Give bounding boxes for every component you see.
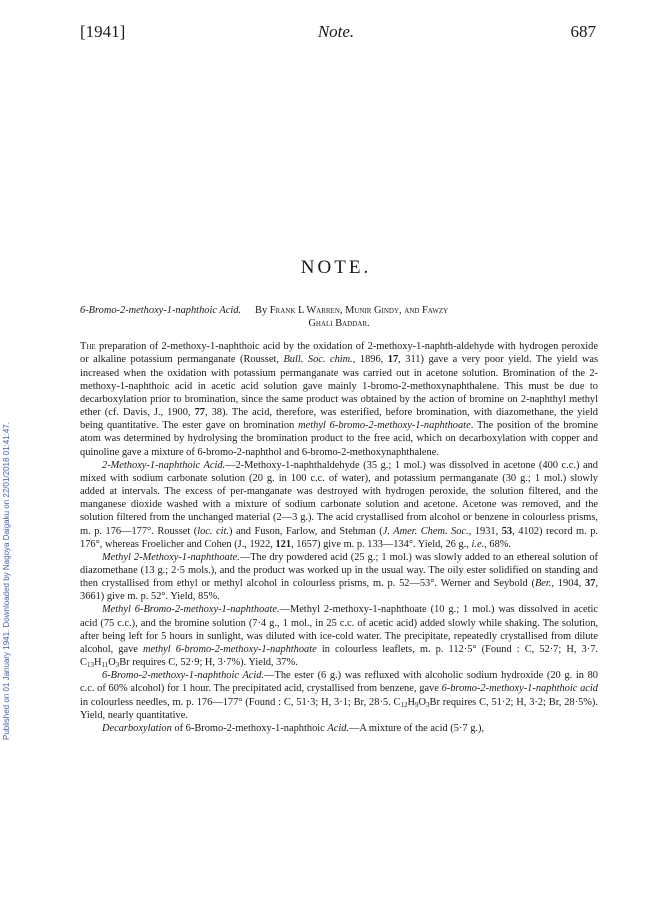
section-text: , 68%. [484, 538, 512, 550]
journal-ref: Ber. [534, 578, 552, 590]
formula-part: H [407, 696, 415, 708]
section-text: , 4102) record m. p. 176°, whereas Froelicher and Cohen (J., 1922, [80, 525, 599, 550]
journal-ref: Bull. Soc. chim. [283, 354, 353, 366]
formula-subscript: 3 [426, 700, 430, 709]
formula-subscript: 12 [400, 700, 408, 709]
section-text: , 1904, [551, 578, 586, 590]
byline-by: By [255, 305, 268, 316]
section-text: Br requires C, 51·2; H, 3·2; Br, 28·5%). Yield, nearly quantitative. [80, 696, 598, 721]
section-head: 2-Methoxy-1-naphthoic Acid. [102, 459, 226, 471]
intro-lead: The [80, 341, 96, 353]
volume-ref: 17 [387, 354, 399, 366]
intro-text-1: preparation of 2-methoxy-1-naphthoic acid by the oxidation of 2-methoxy-1-naphth-aldehyde with hydrogen peroxide or alkaline potassium permanganate (Rousset, [80, 341, 598, 366]
section-text: , 1657) give m. p. 133—134°. Yield, 26 g., [291, 538, 472, 550]
volume-ref: 37 [585, 578, 596, 590]
header-year: [1941] [80, 22, 126, 41]
section-head: 6-Bromo-2-methoxy-1-naphthoic Acid. [102, 670, 265, 682]
section-text: in colourless needles, m. p. 176—177° (Found : C, 51·3; H, 3·1; Br, 28·5. C [80, 696, 401, 708]
download-watermark [2, 140, 14, 740]
formula-subscript: 11 [101, 661, 109, 670]
paragraph-decarboxylation [80, 722, 598, 735]
paragraph-methyl-ester [80, 551, 598, 604]
volume-ref: 53 [501, 525, 513, 537]
intro-text-3: , 311) gave a very poor yield. The yield was increased when the oxidation with potassium permanganate was carried out in acetone solution. Bromination of the 2-methoxy-1-naphthoic acid in acetic acid solution gave mainly 1-bromo-2-methoxynaphthalene. This must be due to decarboxylation prior to bromination, since the same product was obtained by the action of bromine on 2-naphthyl methyl ether (cf. Davis, J., 1900, [80, 354, 598, 419]
formula-subscript: 9 [415, 700, 419, 709]
authors-line-1: Frank L Warren, Munir Gindy, and Fawzy [269, 305, 449, 316]
download-watermark-text: Published on 01 January 1941. Downloaded by Nagoya Daigaku on 22/01/2018 01:41:47. [2, 421, 11, 740]
formula-subscript: 13 [86, 661, 94, 670]
journal-ref: J. Amer. Chem. Soc. [382, 525, 469, 537]
intro-text-4: , 38). The acid, therefore, was esterified, before bromination, with diazomethane, the yield being quantitative. The ester gave on bromination [80, 407, 598, 432]
paragraph-intro [80, 340, 598, 458]
compound-heading: 6-Bromo-2-methoxy-1-naphthoic Acid. [80, 305, 242, 316]
intro-text-5: . The position of the bromine atom was determined by hydrolysing the bromination product to the free acid, which on decarboxylation with copper and quinoline gave a mixture of 6-bromo-2-naphthol and 6-bromo-2-methoxynaphthalene. [80, 420, 598, 458]
ie-abbrev: i.e. [471, 538, 485, 550]
section-head-end: Acid. [327, 722, 350, 734]
article-body [80, 304, 598, 735]
section-text: —The ester (6 g.) was refluxed with alcoholic sodium hydroxide (20 g. in 80 c.c. of 60% alcohol) for 1 hour. The precipitated acid, crystallised from benzene, gave [80, 670, 598, 695]
ester-name: methyl 6-bromo-2-methoxy-1-naphthoate [298, 420, 471, 432]
volume-ref-2: 77 [194, 407, 205, 419]
header-section-title: Note. [317, 22, 355, 41]
paragraph-bromo-acid [80, 669, 598, 722]
article-heading [80, 304, 598, 317]
section-head: Methyl 2-Methoxy-1-naphthoate. [102, 551, 240, 563]
section-text: , 3661) give m. p. 52°. Yield, 85%. [80, 578, 599, 603]
formula-part: O [108, 657, 116, 669]
section-head: Decarboxylation [102, 722, 172, 734]
section-text: —2-Methoxy-1-naphthaldehyde (35 g.; 1 mol.) was dissolved in acetone (400 c.c.) and mixed with sodium carbonate solution (20 g. in 100 c.c. of water), and potassium permanganate (30 g.; 1 mol.) slowly added at intervals. The excess of per-manganate was destroyed with hydrogen peroxide, the solution filtered, and the manganese dioxide washed with a mixture of sodium carbonate solution and acetone. Acetone was removed, and the solution filtered from the unchanged material (2—3 g.). The acid crystallised from alcohol or benzene in colourless prisms, m. p. 176—177°. Rousset ( [80, 459, 598, 537]
section-text: —The dry powdered acid (25 g.; 1 mol.) was slowly added to an ethereal solution of diazomethane (13 g.; 2·5 mols.), and the product was worked up in the usual way. The oily ester solidified on standing and then crystallised from ethyl or methyl alcohol in colourless prisms, m. p. 52—53°. Werner and Seybold ( [80, 551, 598, 590]
section-text: , 1931, [468, 525, 502, 537]
paragraph-bromo-ester [80, 603, 598, 669]
section-text: ) and Fuson, Farlow, and Stehman ( [229, 525, 383, 537]
loc-cit: loc. cit. [197, 525, 230, 537]
section-text: Br requires C, 52·9; H, 3·7%). Yield, 37%. [119, 657, 298, 669]
product-name: methyl 6-bromo-2-methoxy-1-naphthoate [142, 643, 317, 655]
section-text: —Methyl 2-methoxy-1-naphthoate (10 g.; 1 mol.) was dissolved in acetic acid (75 c.c.), and the bromine solution (7·4 g., 1 mol., in 25 c.c. of acetic acid) added slowly while shaking. The solution, after being left for 5 hours in sunlight, was diluted with ice-cold water. The precipitate, repeatedly crystallised from dilute alcohol, gave [80, 604, 598, 655]
section-text: in colourless leaflets, m. p. 112·5° (Found : C, 52·7; H, 3·7. C [80, 643, 598, 669]
section-head: Methyl 6-Bromo-2-methoxy-1-naphthoate. [102, 604, 280, 616]
article-title: NOTE. [300, 257, 372, 278]
formula-subscript: 3 [115, 661, 120, 670]
byline [255, 304, 448, 317]
section-text: of 6-Bromo-2-methoxy-1-naphthoic [171, 722, 328, 734]
product-name: 6-bromo-2-methoxy-1-naphthoic acid [441, 683, 598, 695]
paragraph-naphthoic-acid [80, 459, 598, 551]
formula-part: H [93, 657, 102, 669]
authors-line-2: Ghali Baddar. [308, 318, 370, 330]
section-text: —A mixture of the acid (5·7 g.), [349, 722, 485, 734]
header-page-number: 687 [570, 22, 596, 41]
intro-text-2: , 1896, [352, 354, 388, 366]
volume-ref: 121 [275, 538, 292, 550]
formula-part: O [418, 696, 427, 708]
